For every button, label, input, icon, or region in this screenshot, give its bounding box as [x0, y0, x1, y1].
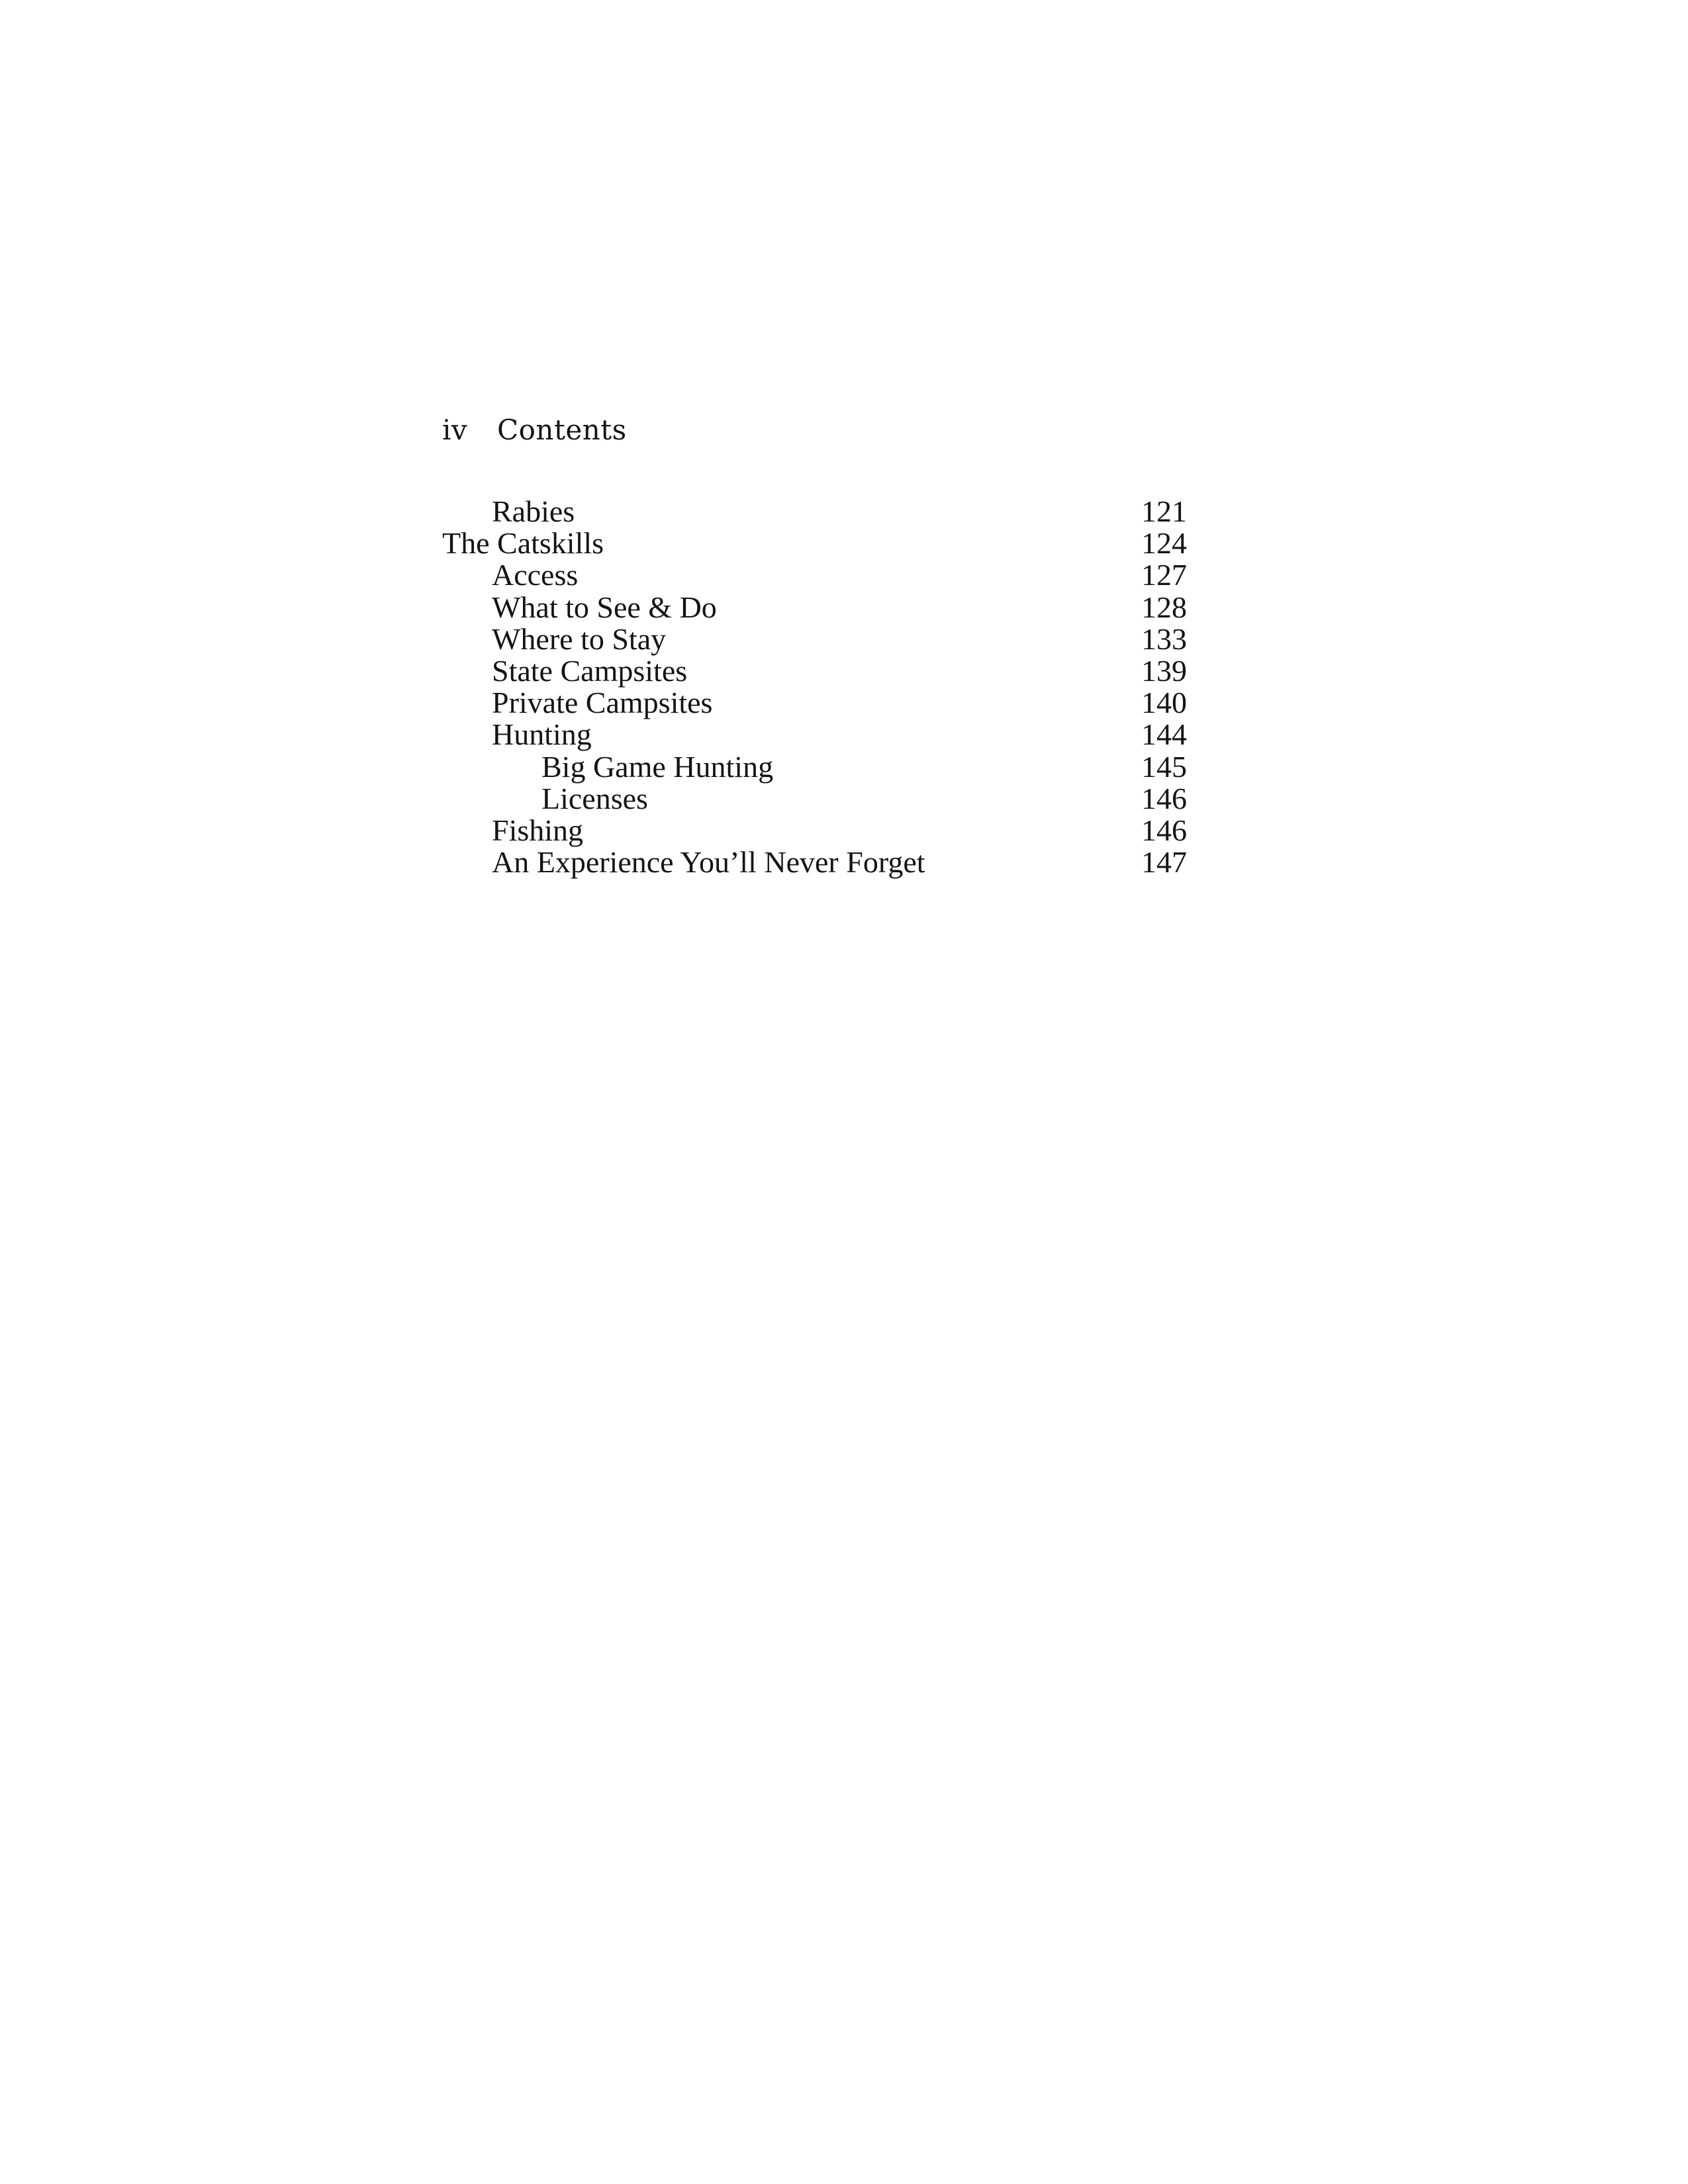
entry-title: Rabies	[492, 494, 575, 528]
toc-entry-rabies	[442, 496, 1187, 527]
entry-page-number: 128	[1141, 590, 1187, 624]
toc-entry-access	[442, 559, 1187, 591]
entry-page-number: 139	[1141, 654, 1187, 688]
page-folio: iv	[442, 414, 468, 446]
entry-page-number: 145	[1141, 749, 1187, 784]
entry-title: The Catskills	[442, 526, 604, 561]
entry-title: Where to Stay	[492, 621, 667, 656]
running-head	[442, 410, 627, 450]
entry-page-number: 127	[1141, 558, 1187, 592]
entry-title: Private Campsites	[492, 686, 713, 720]
toc-entry-big-game-hunting	[442, 751, 1187, 783]
toc-entry-private-campsites	[442, 687, 1187, 719]
entry-page-number: 144	[1141, 717, 1187, 752]
entry-page-number: 146	[1141, 781, 1187, 815]
toc-entry-what-to-see-and-do	[442, 592, 1187, 623]
entry-title: State Campsites	[492, 654, 688, 688]
entry-title: Big Game Hunting	[541, 749, 774, 784]
page-title: Contents	[497, 414, 627, 446]
entry-page-number: 147	[1141, 845, 1187, 880]
toc-entry-hunting	[442, 719, 1187, 751]
entry-page-number: 133	[1141, 621, 1187, 656]
entry-title: Licenses	[541, 781, 648, 815]
entry-title: Access	[492, 558, 579, 592]
entry-title: An Experience You’ll Never Forget	[492, 845, 925, 880]
entry-page-number: 124	[1141, 526, 1187, 561]
entry-title: What to See & Do	[492, 590, 717, 624]
entry-page-number: 140	[1141, 686, 1187, 720]
entry-title: Fishing	[492, 813, 584, 848]
toc-entry-the-catskills	[442, 527, 1187, 559]
table-of-contents	[442, 496, 1187, 878]
entry-page-number: 146	[1141, 813, 1187, 848]
entry-title: Hunting	[492, 717, 592, 752]
toc-entry-licenses	[442, 783, 1187, 815]
entry-page-number: 121	[1141, 494, 1187, 528]
toc-entry-fishing	[442, 815, 1187, 846]
toc-entry-state-campsites	[442, 655, 1187, 687]
toc-entry-where-to-stay	[442, 623, 1187, 655]
toc-entry-an-experience-youll-never-forget	[442, 846, 1187, 878]
